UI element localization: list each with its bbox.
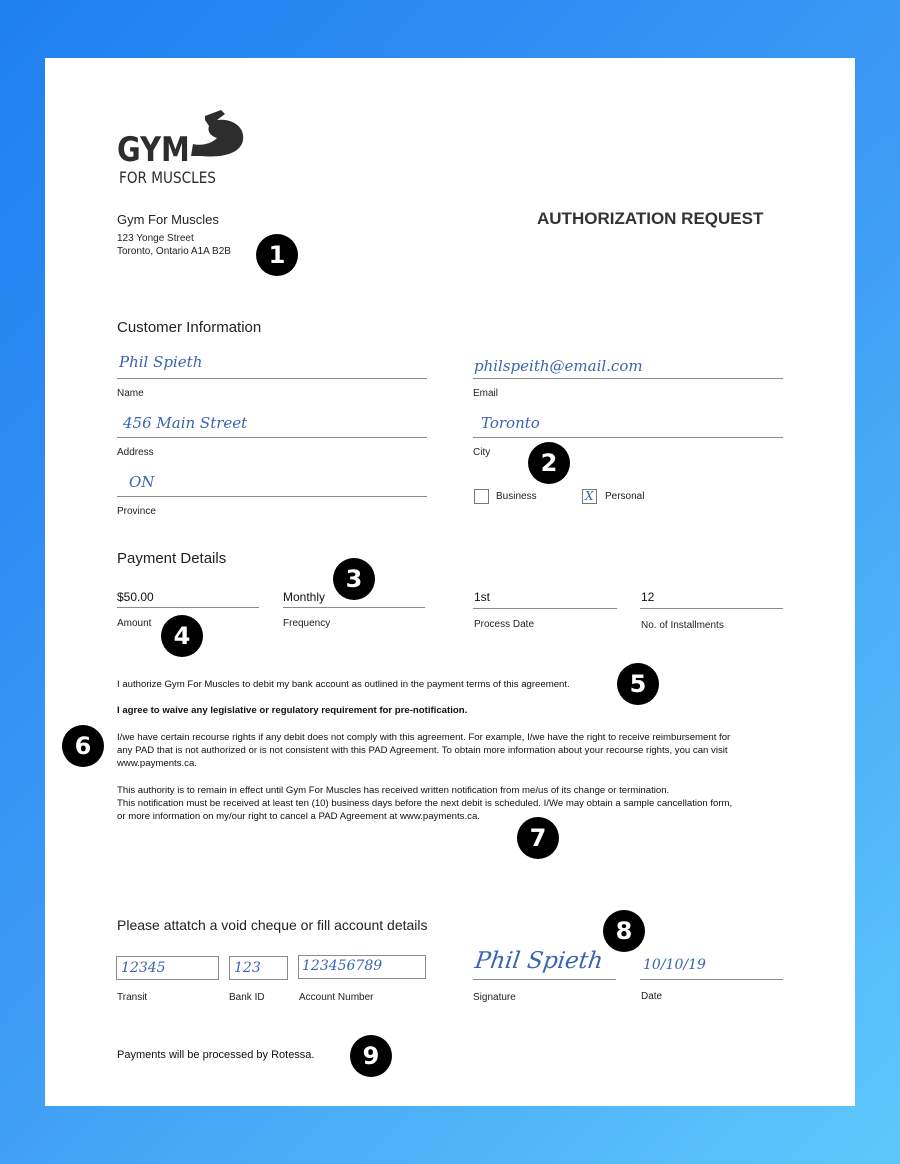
email-label: Email (473, 388, 499, 399)
recourse-line3: www.payments.ca. (117, 758, 197, 769)
process-date-label: Process Date (474, 619, 535, 630)
province-underline (117, 496, 427, 497)
effect-line2: This notification must be received at least ten (10) business days before the next debit is scheduled. I/We may obtain a sample cancellation form, (117, 798, 733, 809)
transit-label: Transit (117, 992, 148, 1003)
process-date-underline (473, 608, 617, 609)
date-field[interactable]: 10/10/19 (643, 957, 706, 973)
address-field[interactable]: 456 Main Street (123, 414, 248, 432)
process-date-field[interactable]: 1st (474, 590, 491, 604)
frequency-underline (283, 607, 425, 608)
city-underline (473, 437, 783, 438)
email-field[interactable]: philspeith@email.com (474, 357, 643, 375)
frequency-field[interactable]: Monthly (283, 590, 326, 604)
marker-7: 7 (517, 817, 559, 859)
personal-check-mark: X (585, 489, 594, 503)
logo-word: GYM (117, 130, 190, 170)
installments-label: No. of Installments (641, 620, 724, 631)
frequency-label: Frequency (283, 618, 331, 629)
bank-id-value: 123 (234, 960, 261, 976)
name-field[interactable]: Phil Spieth (119, 353, 203, 371)
marker-9: 9 (350, 1035, 392, 1077)
marker-3: 3 (333, 558, 375, 600)
signature-underline (473, 979, 616, 980)
signature-label: Signature (473, 992, 516, 1003)
marker-8: 8 (603, 910, 645, 952)
name-underline (117, 378, 427, 379)
business-checkbox[interactable] (474, 489, 489, 504)
customer-info-heading: Customer Information (117, 319, 262, 336)
signature-field[interactable]: Phil Spieth (473, 948, 605, 974)
flexed-arm-icon (191, 110, 247, 162)
company-address-line1: 123 Yonge Street (117, 233, 194, 244)
marker-1: 1 (256, 234, 298, 276)
account-details-heading: Please attatch a void cheque or fill account details (117, 917, 428, 933)
address-underline (117, 437, 427, 438)
email-underline (473, 378, 783, 379)
processor-note: Payments will be processed by Rotessa. (117, 1049, 315, 1061)
account-number-label: Account Number (299, 992, 374, 1003)
bank-id-input[interactable] (229, 956, 288, 980)
gym-logo (117, 110, 247, 190)
personal-checkbox[interactable] (582, 489, 597, 504)
account-number-input[interactable] (298, 955, 426, 979)
transit-value: 12345 (121, 960, 166, 976)
bank-id-label: Bank ID (229, 992, 265, 1003)
province-field[interactable]: ON (129, 473, 155, 491)
personal-label: Personal (605, 491, 645, 502)
city-field[interactable]: Toronto (481, 414, 540, 432)
authorize-statement: I authorize Gym For Muscles to debit my bank account as outlined in the payment terms of this agreement. (117, 679, 570, 690)
transit-input[interactable] (116, 956, 219, 980)
effect-line1: This authority is to remain in effect until Gym For Muscles has received written notification from me/us of its change or termination. (117, 785, 670, 796)
date-label: Date (641, 991, 663, 1002)
amount-field[interactable]: $50.00 (117, 590, 154, 604)
logo-subtitle: FOR MUSCLES (119, 168, 216, 187)
marker-5: 5 (617, 663, 659, 705)
amount-underline (117, 607, 259, 608)
installments-field[interactable]: 12 (641, 590, 655, 604)
province-label: Province (117, 506, 156, 517)
marker-4: 4 (161, 615, 203, 657)
city-label: City (473, 447, 491, 458)
company-address-line2: Toronto, Ontario A1A B2B (117, 246, 231, 257)
waive-statement: I agree to waive any legislative or regulatory requirement for pre-notification. (117, 705, 468, 716)
business-label: Business (496, 491, 537, 502)
recourse-line1: I/we have certain recourse rights if any debit does not comply with this agreement. For example, I/we have the right to receive reimbursement for (117, 732, 731, 743)
marker-6: 6 (62, 725, 104, 767)
recourse-line2: any PAD that is not authorized or is not consistent with this PAD Agreement. To obtain more information about your recourse rights, you can visit (117, 745, 728, 756)
account-number-value: 123456789 (302, 958, 383, 974)
effect-line3: or more information on my/our right to cancel a PAD Agreement at www.payments.ca. (117, 811, 480, 822)
name-label: Name (117, 388, 144, 399)
company-name: Gym For Muscles (117, 212, 219, 227)
document-title: AUTHORIZATION REQUEST (537, 209, 764, 228)
address-label: Address (117, 447, 154, 458)
amount-label: Amount (117, 618, 152, 629)
installments-underline (640, 608, 783, 609)
marker-2: 2 (528, 442, 570, 484)
date-underline (640, 979, 783, 980)
authorization-form (45, 58, 855, 1106)
payment-details-heading: Payment Details (117, 550, 227, 567)
